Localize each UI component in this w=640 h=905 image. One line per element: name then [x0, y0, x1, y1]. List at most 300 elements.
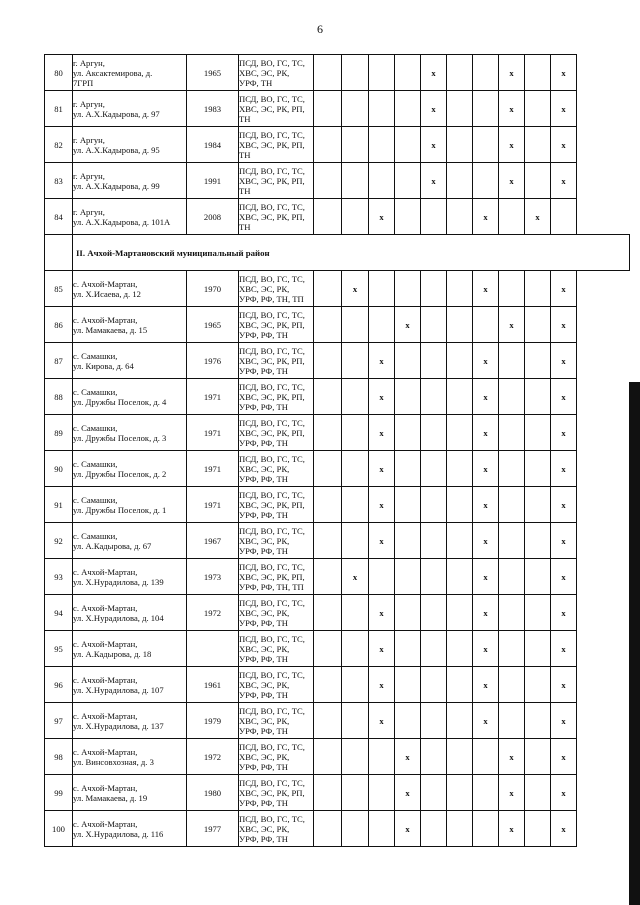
address-line: с. Ачхой-Мартан, [73, 710, 138, 721]
row-number: 92 [45, 523, 73, 559]
works-cell [239, 379, 314, 415]
mark-cell [525, 523, 551, 559]
works-cell [239, 559, 314, 595]
mark-cell [499, 523, 525, 559]
mark-cell [395, 451, 421, 487]
mark-cell [421, 631, 447, 667]
address-cell [73, 55, 187, 91]
row-number: 98 [45, 739, 73, 775]
address-line: ул. Аксактемирова, д. [73, 67, 153, 78]
table-row [45, 55, 630, 91]
mark-cell [314, 415, 342, 451]
mark-cell [369, 307, 395, 343]
table-row [45, 451, 630, 487]
mark-cell: x [369, 631, 395, 667]
mark-cell [499, 379, 525, 415]
works-cell [239, 739, 314, 775]
mark-cell: x [499, 307, 525, 343]
mark-cell [314, 811, 342, 847]
address-cell [73, 199, 187, 235]
mark-cell [525, 595, 551, 631]
housing-register-table [44, 54, 630, 847]
address-line: ул. Мамакаева, д. 15 [73, 324, 148, 335]
row-number: 89 [45, 415, 73, 451]
address-line: г. Аргун, [73, 134, 105, 145]
mark-cell [447, 379, 473, 415]
address-line: ул. Дружбы Поселок, д. 2 [73, 468, 167, 479]
mark-cell: x [551, 595, 577, 631]
works-line: УРФ, РФ, ТН [239, 653, 288, 664]
mark-cell: x [551, 775, 577, 811]
works-cell [239, 55, 314, 91]
works-line: ПСД, ВО, ГС, ТС, [239, 57, 305, 68]
works-line: ХВС, ЭС, РК, РП, [239, 355, 305, 366]
mark-cell: x [551, 343, 577, 379]
mark-cell [525, 703, 551, 739]
mark-cell [525, 343, 551, 379]
mark-cell [499, 595, 525, 631]
mark-cell [314, 271, 342, 307]
mark-cell [395, 595, 421, 631]
mark-cell [395, 523, 421, 559]
mark-cell: x [369, 523, 395, 559]
mark-cell: x [421, 91, 447, 127]
address-line: г. Аргун, [73, 98, 105, 109]
address-line: с. Ачхой-Мартан, [73, 602, 138, 613]
mark-cell: x [369, 199, 395, 235]
table-row [45, 415, 630, 451]
mark-cell [342, 163, 369, 199]
mark-cell [447, 559, 473, 595]
mark-cell: x [499, 127, 525, 163]
address-line: с. Самашки, [73, 530, 118, 541]
mark-cell [395, 415, 421, 451]
works-line: УРФ, РФ, ТН, ТП [239, 293, 304, 304]
works-cell [239, 91, 314, 127]
scan-edge-bar [629, 382, 640, 905]
works-cell [239, 487, 314, 523]
mark-cell [342, 775, 369, 811]
address-cell [73, 451, 187, 487]
address-line: с. Ачхой-Мартан, [73, 566, 138, 577]
mark-cell [342, 703, 369, 739]
mark-cell [421, 451, 447, 487]
works-line: ХВС, ЭС, РК, РП, [239, 787, 305, 798]
year-cell: 1972 [187, 595, 239, 631]
works-line: ПСД, ВО, ГС, ТС, [239, 309, 305, 320]
address-line: ул. Х.Нурадилова, д. 137 [73, 720, 164, 731]
mark-cell [447, 739, 473, 775]
works-line: ТН [239, 221, 251, 232]
address-line: ул. Мамакаева, д. 19 [73, 792, 148, 803]
table-row [45, 523, 630, 559]
mark-cell [342, 487, 369, 523]
year-cell: 1965 [187, 307, 239, 343]
works-cell [239, 163, 314, 199]
works-line: ПСД, ВО, ГС, ТС, [239, 345, 305, 356]
mark-cell [447, 523, 473, 559]
mark-cell [447, 775, 473, 811]
works-line: УРФ, РФ, ТН [239, 473, 288, 484]
year-cell: 1979 [187, 703, 239, 739]
mark-cell: x [551, 127, 577, 163]
works-line: ПСД, ВО, ГС, ТС, [239, 525, 305, 536]
mark-cell [499, 415, 525, 451]
year-cell: 1984 [187, 127, 239, 163]
address-cell [73, 667, 187, 703]
mark-cell [421, 523, 447, 559]
address-line: г. Аргун, [73, 206, 105, 217]
mark-cell: x [551, 307, 577, 343]
mark-cell [395, 487, 421, 523]
year-cell [187, 631, 239, 667]
mark-cell [473, 91, 499, 127]
works-cell [239, 811, 314, 847]
mark-cell [447, 55, 473, 91]
mark-cell: x [395, 811, 421, 847]
row-number: 91 [45, 487, 73, 523]
row-number: 99 [45, 775, 73, 811]
mark-cell [447, 631, 473, 667]
mark-cell [342, 631, 369, 667]
works-line: ПСД, ВО, ГС, ТС, [239, 561, 305, 572]
table-body-argun [45, 55, 630, 235]
mark-cell [342, 523, 369, 559]
mark-cell: x [369, 667, 395, 703]
mark-cell: x [473, 523, 499, 559]
works-cell [239, 523, 314, 559]
mark-cell: x [473, 559, 499, 595]
mark-cell [342, 451, 369, 487]
address-line: ул. Дружбы Поселок, д. 3 [73, 432, 167, 443]
mark-cell [525, 667, 551, 703]
mark-cell [395, 703, 421, 739]
works-cell [239, 451, 314, 487]
table-row [45, 775, 630, 811]
mark-cell [499, 271, 525, 307]
mark-cell [314, 667, 342, 703]
mark-cell: x [551, 811, 577, 847]
mark-cell [314, 487, 342, 523]
works-line: УРФ, РФ, ТН [239, 689, 288, 700]
address-line: ул. Х.Нурадилова, д. 107 [73, 684, 164, 695]
mark-cell: x [499, 91, 525, 127]
mark-cell: x [551, 55, 577, 91]
address-line: ул. А.Х.Кадырова, д. 95 [73, 144, 160, 155]
works-line: ХВС, ЭС, РК, [239, 607, 290, 618]
mark-cell: x [551, 739, 577, 775]
works-line: ХВС, ЭС, РК, [239, 67, 290, 78]
mark-cell [342, 595, 369, 631]
mark-cell: x [342, 559, 369, 595]
mark-cell: x [473, 271, 499, 307]
works-line: ПСД, ВО, ГС, ТС, [239, 273, 305, 284]
works-cell [239, 667, 314, 703]
mark-cell [395, 199, 421, 235]
mark-cell: x [473, 379, 499, 415]
row-number: 88 [45, 379, 73, 415]
works-line: ХВС, ЭС, РК, [239, 643, 290, 654]
address-cell [73, 271, 187, 307]
mark-cell [525, 487, 551, 523]
row-number: 85 [45, 271, 73, 307]
mark-cell [395, 667, 421, 703]
works-line: ХВС, ЭС, РК, РП, [239, 139, 305, 150]
mark-cell: x [473, 451, 499, 487]
mark-cell: x [499, 739, 525, 775]
year-cell: 1965 [187, 55, 239, 91]
works-cell [239, 595, 314, 631]
address-line: г. Аргун, [73, 57, 105, 68]
mark-cell [525, 127, 551, 163]
address-cell [73, 775, 187, 811]
works-line: ПСД, ВО, ГС, ТС, [239, 669, 305, 680]
mark-cell [473, 307, 499, 343]
works-cell [239, 127, 314, 163]
mark-cell: x [369, 703, 395, 739]
mark-cell [369, 775, 395, 811]
address-line: с. Ачхой-Мартан, [73, 674, 138, 685]
mark-cell [395, 271, 421, 307]
address-line: ул. Кирова, д. 64 [73, 360, 134, 371]
mark-cell [525, 559, 551, 595]
address-line: с. Самашки, [73, 458, 118, 469]
mark-cell [421, 343, 447, 379]
address-line: ул. А.Кадырова, д. 67 [73, 540, 152, 551]
mark-cell [499, 451, 525, 487]
row-number: 95 [45, 631, 73, 667]
mark-cell: x [473, 343, 499, 379]
works-cell [239, 631, 314, 667]
mark-cell [447, 595, 473, 631]
mark-cell [499, 487, 525, 523]
address-line: с. Самашки, [73, 422, 118, 433]
mark-cell: x [499, 775, 525, 811]
section-row-group [45, 235, 630, 271]
section-row [45, 235, 630, 271]
works-line: ПСД, ВО, ГС, ТС, [239, 417, 305, 428]
works-line: ХВС, ЭС, РК, [239, 823, 290, 834]
mark-cell [314, 91, 342, 127]
mark-cell [447, 451, 473, 487]
works-line: УРФ, РФ, ТН [239, 545, 288, 556]
year-cell: 1980 [187, 775, 239, 811]
mark-cell [525, 631, 551, 667]
mark-cell [447, 703, 473, 739]
table-body-achkhoy-martan [45, 271, 630, 847]
works-line: ПСД, ВО, ГС, ТС, [239, 201, 305, 212]
mark-cell [369, 559, 395, 595]
table-row [45, 343, 630, 379]
year-cell: 1973 [187, 559, 239, 595]
table-row [45, 667, 630, 703]
year-cell: 1983 [187, 91, 239, 127]
address-cell [73, 91, 187, 127]
mark-cell: x [473, 631, 499, 667]
mark-cell [369, 739, 395, 775]
mark-cell: x [395, 307, 421, 343]
mark-cell: x [421, 55, 447, 91]
row-number: 97 [45, 703, 73, 739]
row-number: 87 [45, 343, 73, 379]
mark-cell [314, 775, 342, 811]
mark-cell [369, 811, 395, 847]
mark-cell: x [551, 163, 577, 199]
mark-cell [499, 667, 525, 703]
mark-cell [499, 559, 525, 595]
mark-cell: x [551, 379, 577, 415]
mark-cell [525, 415, 551, 451]
mark-cell [314, 379, 342, 415]
mark-cell [525, 271, 551, 307]
address-cell [73, 559, 187, 595]
works-cell [239, 307, 314, 343]
mark-cell [314, 631, 342, 667]
works-line: ХВС, ЭС, РК, РП, [239, 211, 305, 222]
mark-cell [447, 271, 473, 307]
mark-cell [421, 595, 447, 631]
address-line: 7ГРП [73, 77, 94, 88]
address-line: с. Ачхой-Мартан, [73, 278, 138, 289]
works-line: ХВС, ЭС, РК, РП, [239, 571, 305, 582]
mark-cell [342, 91, 369, 127]
mark-cell [499, 631, 525, 667]
year-cell: 1961 [187, 667, 239, 703]
mark-cell [473, 811, 499, 847]
works-line: ТН [239, 149, 251, 160]
mark-cell: x [473, 595, 499, 631]
works-line: ПСД, ВО, ГС, ТС, [239, 381, 305, 392]
year-cell: 1971 [187, 379, 239, 415]
works-line: УРФ, РФ, ТН [239, 509, 288, 520]
address-line: с. Ачхой-Мартан, [73, 638, 138, 649]
mark-cell: x [342, 271, 369, 307]
table-row [45, 487, 630, 523]
mark-cell [421, 379, 447, 415]
mark-cell [447, 343, 473, 379]
mark-cell [395, 631, 421, 667]
mark-cell [447, 667, 473, 703]
mark-cell: x [369, 595, 395, 631]
works-cell [239, 775, 314, 811]
mark-cell [314, 451, 342, 487]
mark-cell [447, 163, 473, 199]
mark-cell [473, 55, 499, 91]
row-number: 80 [45, 55, 73, 91]
mark-cell [369, 271, 395, 307]
works-line: ПСД, ВО, ГС, ТС, [239, 453, 305, 464]
works-line: УРФ, РФ, ТН [239, 617, 288, 628]
mark-cell [421, 811, 447, 847]
works-line: ПСД, ВО, ГС, ТС, [239, 129, 305, 140]
address-cell [73, 307, 187, 343]
mark-cell [525, 307, 551, 343]
mark-cell [525, 55, 551, 91]
mark-cell: x [473, 703, 499, 739]
mark-cell [395, 379, 421, 415]
works-line: ХВС, ЭС, РК, РП, [239, 391, 305, 402]
mark-cell: x [551, 523, 577, 559]
mark-cell [447, 91, 473, 127]
mark-cell [342, 811, 369, 847]
mark-cell [314, 523, 342, 559]
mark-cell: x [369, 451, 395, 487]
address-cell [73, 703, 187, 739]
mark-cell [314, 595, 342, 631]
mark-cell [447, 415, 473, 451]
mark-cell: x [551, 559, 577, 595]
address-cell [73, 811, 187, 847]
works-line: ХВС, ЭС, РК, [239, 535, 290, 546]
table-row [45, 307, 630, 343]
mark-cell [525, 91, 551, 127]
mark-cell [369, 127, 395, 163]
works-cell [239, 415, 314, 451]
page-number: 6 [317, 22, 323, 36]
mark-cell: x [473, 487, 499, 523]
year-cell: 1977 [187, 811, 239, 847]
mark-cell [421, 775, 447, 811]
mark-cell [395, 559, 421, 595]
table-row [45, 631, 630, 667]
table-row [45, 811, 630, 847]
table-row [45, 163, 630, 199]
mark-cell [369, 163, 395, 199]
mark-cell [342, 667, 369, 703]
mark-cell [342, 55, 369, 91]
mark-cell [473, 775, 499, 811]
works-line: УРФ, РФ, ТН [239, 725, 288, 736]
address-line: ул. А.Х.Кадырова, д. 99 [73, 180, 160, 191]
mark-cell [421, 487, 447, 523]
works-line: ХВС, ЭС, РК, [239, 463, 290, 474]
mark-cell [342, 199, 369, 235]
mark-cell [551, 199, 577, 235]
row-number: 82 [45, 127, 73, 163]
mark-cell [314, 55, 342, 91]
mark-cell [525, 379, 551, 415]
mark-cell [421, 307, 447, 343]
year-cell: 1971 [187, 415, 239, 451]
year-cell: 1971 [187, 451, 239, 487]
address-line: с. Ачхой-Мартан, [73, 782, 138, 793]
works-line: УРФ, РФ, ТН [239, 329, 288, 340]
row-number: 93 [45, 559, 73, 595]
row-number: 96 [45, 667, 73, 703]
mark-cell [525, 451, 551, 487]
year-cell: 1967 [187, 523, 239, 559]
mark-cell: x [499, 163, 525, 199]
mark-cell [473, 163, 499, 199]
mark-cell [314, 307, 342, 343]
row-number: 90 [45, 451, 73, 487]
year-cell: 1970 [187, 271, 239, 307]
mark-cell [421, 667, 447, 703]
mark-cell [314, 163, 342, 199]
mark-cell: x [551, 415, 577, 451]
mark-cell [525, 739, 551, 775]
mark-cell: x [421, 163, 447, 199]
works-line: ПСД, ВО, ГС, ТС, [239, 813, 305, 824]
year-cell: 1991 [187, 163, 239, 199]
works-line: ПСД, ВО, ГС, ТС, [239, 597, 305, 608]
mark-cell [421, 415, 447, 451]
mark-cell [447, 199, 473, 235]
mark-cell [499, 703, 525, 739]
works-line: ХВС, ЭС, РК, РП, [239, 427, 305, 438]
table-row [45, 559, 630, 595]
works-line: ХВС, ЭС, РК, [239, 751, 290, 762]
